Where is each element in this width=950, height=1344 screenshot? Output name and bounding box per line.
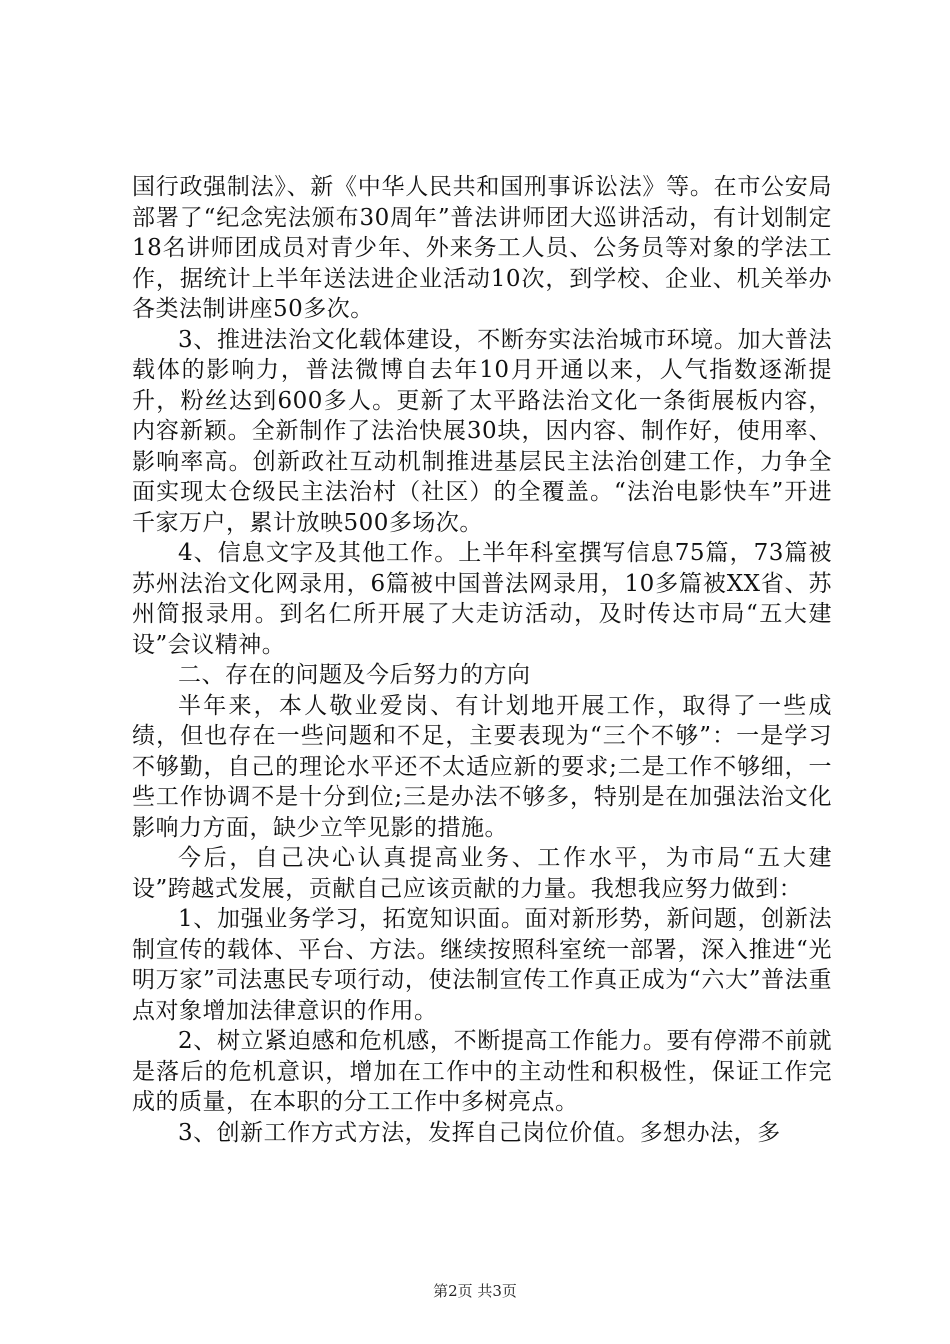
paragraph-problems: 半年来，本人敬业爱岗、有计划地开展工作，取得了一些成绩，但也存在一些问题和不足，主要表现为“三个不够”：一是学习不够勤，自己的理论水平还不太适应新的要求;二是工作不够细，一些工作协调不是十分到位;三是办法不够多，特别是在加强法治文化影响力方面，缺少立竿见影的措施。: [132, 692, 832, 841]
section-heading: 二、存在的问题及今后努力的方向: [178, 662, 531, 688]
paragraph-item-4: 4、信息文字及其他工作。上半年科室撰写信息75篇，73篇被苏州法治文化网录用，6篇被中国普法网录用，10多篇被XX省、苏州简报录用。到名仁所开展了大走访活动，及时传达市局“五大建设”会议精神。: [132, 540, 832, 658]
paragraph-plan-3: 3、创新工作方式方法，发挥自己岗位价值。多想办法，多: [178, 1119, 781, 1146]
paragraph-plan-2: 2、树立紧迫感和危机感，不断提高工作能力。要有停滞不前就是落后的危机意识，增加在工作中的主动性和积极性，保证工作完成的质量，在本职的分工工作中多树亮点。: [132, 1028, 832, 1115]
paragraph-future: 今后，自己决心认真提高业务、工作水平，为市局“五大建设”跨越式发展，贡献自己应该贡献的力量。我想我应努力做到：: [132, 845, 832, 902]
page-number-footer: 第2页 共3页: [433, 1282, 517, 1300]
paragraph-continuation: 国行政强制法》、新《中华人民共和国刑事诉讼法》等。在市公安局部署了“纪念宪法颁布30周年”普法讲师团大巡讲活动，有计划制定18名讲师团成员对青少年、外来务工人员、公务员等对象的学法工作，据统计上半年送法进企业活动10次，到学校、企业、机关举办各类法制讲座50多次。: [132, 174, 832, 322]
paragraph-plan-1: 1、加强业务学习，拓宽知识面。面对新形势，新问题，创新法制宣传的载体、平台、方法。继续按照科室统一部署，深入推进“光明万家”司法惠民专项行动，使法制宣传工作真正成为“六大”普法重点对象增加法律意识的作用。: [132, 906, 832, 1024]
document-body: [132, 172, 832, 1148]
paragraph-item-3: 3、推进法治文化载体建设，不断夯实法治城市环境。加大普法载体的影响力，普法微博自去年10月开通以来，人气指数逐渐提升，粉丝达到600多人。更新了太平路法治文化一条街展板内容，内容新颖。全新制作了法治快展30块，因内容、制作好，使用率、影响率高。创新政社互动机制推进基层民主法治创建工作，力争全面实现太仓级民主法治村（社区）的全覆盖。“法治电影快车”开进千家万户，累计放映500多场次。: [132, 326, 832, 536]
